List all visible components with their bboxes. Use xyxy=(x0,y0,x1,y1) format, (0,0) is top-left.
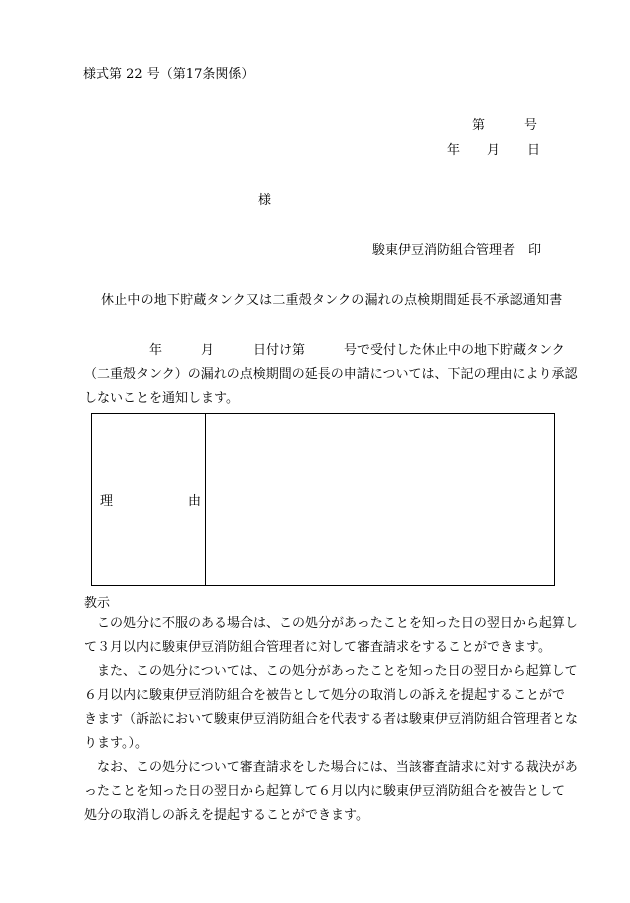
document-number xyxy=(472,119,537,132)
reason-label-right: 由 xyxy=(188,494,202,509)
notice-line: ります。）。 xyxy=(84,736,148,751)
notice-paragraph xyxy=(84,612,579,828)
reason-table xyxy=(91,413,555,586)
date-year-label: 年 xyxy=(447,143,461,158)
date-month-label: 月 xyxy=(487,143,501,158)
notice-line: また、この処分については、この処分があったことを知った日の翌日から起算して xyxy=(97,664,578,679)
body-paragraph xyxy=(84,339,578,411)
notice-line: 処分の取消しの訴えを提起することができます。 xyxy=(84,808,369,823)
body-line: （二重殻タンク）の漏れの点検期間の延長の申請については、下記の理由により承認 xyxy=(84,367,578,382)
notice-heading: 教示 xyxy=(84,596,111,611)
doc-number-prefix: 第 xyxy=(472,118,486,133)
issue-date xyxy=(447,144,540,157)
form-number: 様式第 22 号（第17条関係） xyxy=(83,67,255,82)
reason-label-cell xyxy=(92,414,206,585)
document-title: 休止中の地下貯蔵タンク又は二重殻タンクの漏れの点検期間延長不承認通知書 xyxy=(101,293,563,308)
notice-line: ったことを知った日の翌日から起算して６月以内に駿東伊豆消防組合を被告として xyxy=(84,784,566,799)
body-line: 年 月 日付け第 号で受付した休止中の地下貯蔵タンク xyxy=(84,343,565,358)
notice-line: ６月以内に駿東伊豆消防組合を被告として処分の取消しの訴えを提起することがで xyxy=(84,688,566,703)
doc-number-suffix: 号 xyxy=(524,118,538,133)
issuer: 駿東伊豆消防組合管理者 印 xyxy=(372,243,542,258)
notice-line: て３月以内に駿東伊豆消防組合管理者に対して審査請求をすることができます。 xyxy=(84,640,551,655)
notice-line: なお、この処分について審査請求をした場合には、当該審査請求に対する裁決があ xyxy=(97,760,578,775)
reason-label-left: 理 xyxy=(100,494,114,509)
date-day-label: 日 xyxy=(527,143,541,158)
notice-line: この処分に不服のある場合は、この処分があったことを知った日の翌日から起算し xyxy=(97,616,578,631)
addressee-suffix: 様 xyxy=(258,193,272,208)
body-line: しないことを通知します。 xyxy=(84,391,239,406)
notice-line: きます（訴訟において駿東伊豆消防組合を代表する者は駿東伊豆消防組合管理者とな xyxy=(84,712,579,727)
